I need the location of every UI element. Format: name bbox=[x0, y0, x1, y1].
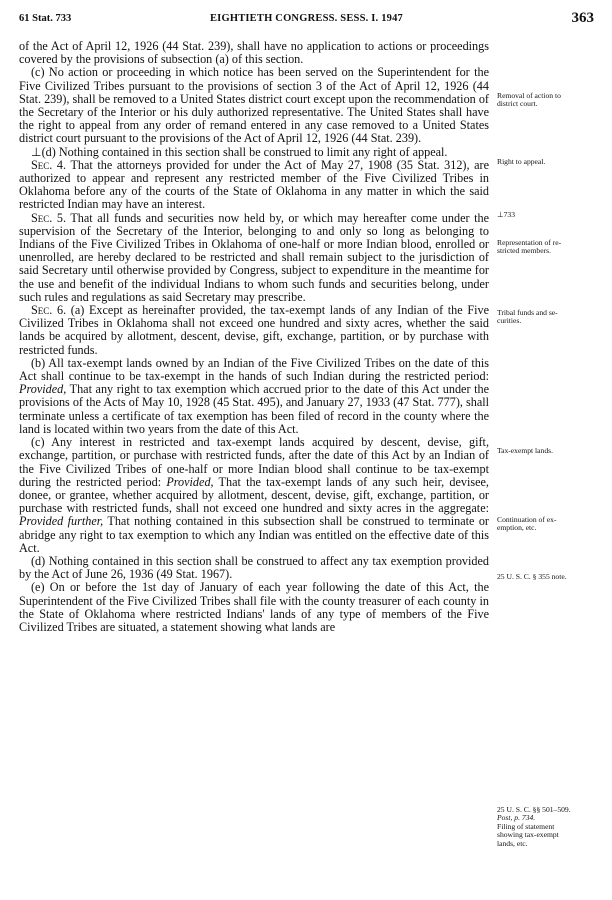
margin-note-line: emption, etc. bbox=[497, 523, 537, 533]
margin-note-usc-355 bbox=[497, 573, 597, 581]
paragraph-p5 bbox=[19, 212, 489, 304]
margin-note-line: Representation of re- bbox=[497, 238, 562, 247]
paragraph-p8 bbox=[19, 436, 489, 555]
statute-body bbox=[19, 40, 489, 634]
text-run: That the attorneys provided for under the Act of May 27, 1908 (35 Stat. 312), are authorized to appear and represent any restricted member of the Five Civilized Tribes in Oklahoma before any of the courts of the State of Oklahoma in any matter in which the said restricted Indian may have an interest. bbox=[19, 157, 490, 212]
text-run: That nothing contained in this subsection shall be construed to terminate or abridge any right to tax exemption to which any Indian was entitled on the effective date of this Act. bbox=[19, 514, 489, 555]
margin-note-line: ⊥733 bbox=[497, 210, 516, 219]
margin-note-page-marker bbox=[497, 211, 597, 219]
text-run: (a) Except as hereinafter provided, the tax-exempt lands of any Indian of the Five Civilized Tribes in Oklahoma shall not exceed one hundred and sixty acres, whether the said lands be acquired by allotment, descent, devise, gift, exchange, partition, or by purchase with restricted funds. bbox=[19, 303, 489, 357]
margin-note-line: district court. bbox=[497, 99, 538, 109]
paragraph-p2 bbox=[19, 66, 489, 145]
running-header bbox=[19, 10, 594, 28]
text-run: Sec. 6. bbox=[31, 303, 67, 318]
page-number: 363 bbox=[571, 10, 594, 26]
margin-note-line: stricted members. bbox=[497, 246, 551, 256]
margin-note-line: Tax-exempt lands. bbox=[497, 446, 553, 455]
text-run: (d) Nothing contained in this section shall be construed to affect any tax exemption provided by the Act of June 26, 1936 (49 Stat. 1967). bbox=[19, 553, 489, 582]
paragraph-p10 bbox=[19, 581, 489, 634]
text-run: (e) On or before the 1st day of January of each year following the date of this Act, the Superintendent of the Five Civilized Tribes shall file with the county treasurer of each county in the State of Oklahoma where restricted Indians' lands of any type of members of the Five Civilized Tribes are situated, a statement showing what lands are bbox=[19, 580, 489, 634]
text-run: That the tax-exempt lands of any such heir, devisee, donee, or grantee, whether acquired by allotment, descent, devise, gift, exchange, partition, or purchase with restricted funds, shall not exceed one hundred and sixty acres in the aggregate: bbox=[19, 474, 489, 516]
text-run: Sec. 4. bbox=[31, 157, 67, 172]
text-run: Sec. 5. bbox=[31, 210, 67, 225]
margin-note-tax-exempt bbox=[497, 447, 597, 455]
margin-note-removal bbox=[497, 92, 597, 109]
margin-note-tribal-funds bbox=[497, 309, 597, 326]
text-run: (b) All tax-exempt lands owned by an Indian of the Five Civilized Tribes on the date of this Act shall continue to be tax-exempt in the hands of such Indian during the restricted period: bbox=[19, 355, 489, 384]
margin-note-line: 25 U. S. C. § 355 note. bbox=[497, 572, 567, 581]
congress-session-title: EIGHTIETH CONGRESS. SESS. I. 1947 bbox=[209, 13, 404, 24]
margin-note-line: Right to appeal. bbox=[497, 157, 546, 166]
margin-note-line: curities. bbox=[497, 316, 522, 326]
text-run: Provided further, bbox=[19, 514, 104, 529]
margin-note-usc-501 bbox=[497, 806, 597, 848]
paragraph-p9 bbox=[19, 555, 489, 581]
margin-note-line: Tribal funds and se- bbox=[497, 308, 558, 317]
margin-note-representation bbox=[497, 239, 597, 256]
text-run: ⊥(d) Nothing contained in this section shall be construed to limit any right of appeal. bbox=[31, 144, 448, 159]
margin-note-line: lands, etc. bbox=[497, 838, 528, 848]
text-run: That any right to tax exemption which accrued prior to the date of this Act under the provisions of the Acts of May 10, 1928 (45 Stat. 495), and January 27, 1933 (47 Stat. 777), shall terminate unless a certificate of tax exemption has been filed of record in the county where the land is located within two years from the date of this Act. bbox=[19, 382, 489, 436]
text-run: That all funds and securities now held by, or which may hereafter come under the supervision of the Secretary of the Interior, belonging to and only so long as belonging to Indians of the Five Civilized Tribes in Oklahoma of one-half or more Indian blood, enrolled or unenrolled, are hereby declared to be restricted and shall remain subject to the jurisdiction of said Secretary until otherwise provided by Congress, subject to expenditure in the meantime for the use and benefit of the individual Indians to whom such funds and securities belong, under such rules and regulations as said Secretary may prescribe. bbox=[19, 210, 489, 304]
margin-note-appeal bbox=[497, 158, 597, 166]
text-run: (c) Any interest in restricted and tax-exempt lands acquired by descent, devise, gift, exchange, partition, or purchase with restricted funds, after the date of this Act by an Indian of the Five Civilized Tribes of one-half or more Indian blood shall continue to be tax-exempt during the restricted period: bbox=[19, 435, 489, 489]
text-run: Provided, bbox=[19, 382, 67, 397]
paragraph-p6 bbox=[19, 304, 489, 357]
margin-note-line: 25 U. S. C. §§ 501–509. bbox=[497, 805, 571, 814]
margin-note-line: Post, p. 734. bbox=[497, 813, 536, 823]
paragraph-p1 bbox=[19, 40, 489, 66]
margin-note-continuation bbox=[497, 516, 597, 533]
text-run: of the Act of April 12, 1926 (44 Stat. 239), shall have no application to actions or proceedings covered by the provisions of subsection (a) of this section. bbox=[19, 39, 489, 67]
text-run: Provided, bbox=[166, 474, 214, 489]
margin-note-line: Continuation of ex- bbox=[497, 515, 557, 524]
margin-note-line: Filing of statement bbox=[497, 821, 555, 831]
text-run: (c) No action or proceeding in which notice has been served on the Superintendent for the Five Civilized Tribes pursuant to the provisions of section 3 of the Act of April 12, 1926 (44 Stat. 239), shall be removed to a United States district court except upon the recommendation of the Secretary of the Interior or his duly authorized representative. The United States shall have the right to appeal from any order of remand entered in any case removed to a United States district court pursuant to the provisions of the Act of April 12, 1926 (44 Stat. 239). bbox=[19, 65, 489, 146]
paragraph-p7 bbox=[19, 357, 489, 436]
margin-note-line: showing tax-exempt bbox=[497, 830, 559, 840]
paragraph-p4 bbox=[19, 159, 489, 212]
statute-citation: 61 Stat. 733 bbox=[19, 13, 72, 24]
margin-note-line: Removal of action to bbox=[497, 91, 561, 100]
